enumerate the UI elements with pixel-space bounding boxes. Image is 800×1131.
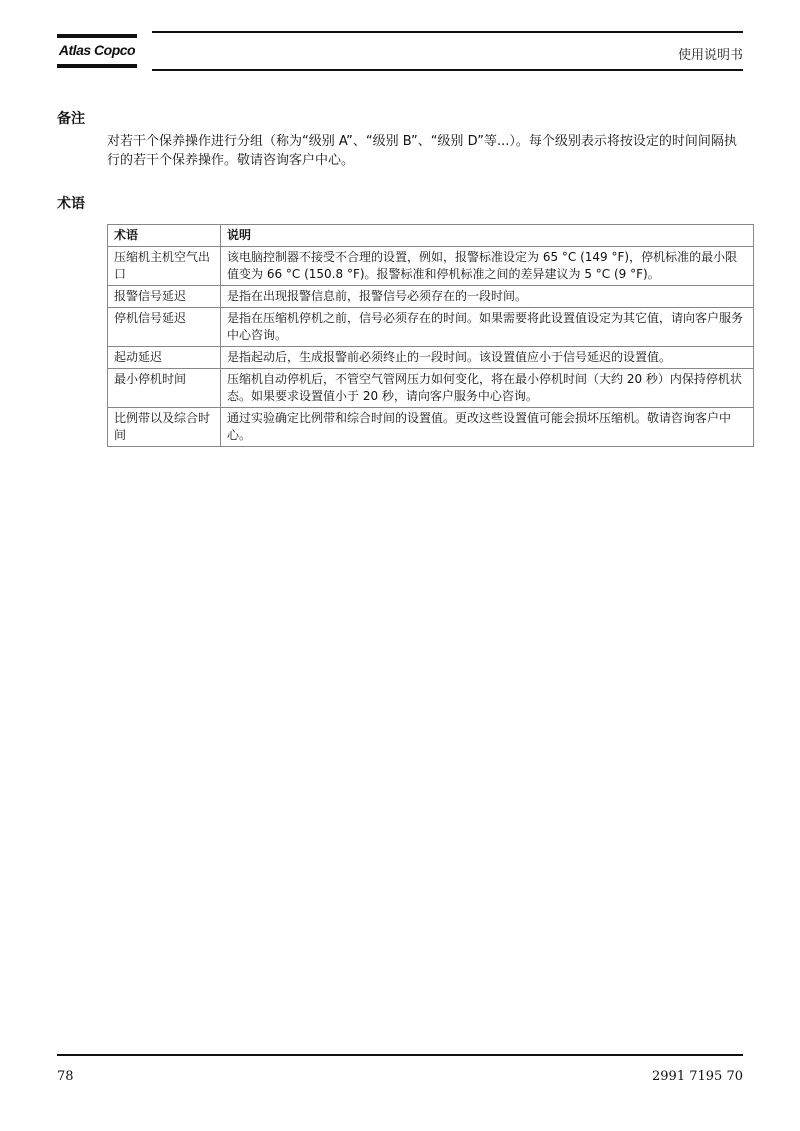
description-cell: 是指在压缩机停机之前，信号必须存在的时间。如果需要将此设置值设定为其它值，请向客户服务中心咨询。 bbox=[221, 308, 754, 347]
header-rule-top bbox=[152, 31, 743, 33]
description-cell: 该电脑控制器不接受不合理的设置，例如，报警标准设定为 65 °C (149 °F)，停机标准的最小限值变为 66 °C (150.8 °F)。报警标准和停机标准之间的差异建议为 5 °C (9 °F)。 bbox=[221, 247, 754, 286]
logo-bar-bottom bbox=[57, 64, 137, 68]
terms-table bbox=[107, 224, 754, 447]
page-number: 78 bbox=[57, 1069, 74, 1084]
term-cell: 压缩机主机空气出口 bbox=[108, 247, 221, 286]
header-title: 使用说明书 bbox=[677, 48, 743, 63]
term-cell: 报警信号延迟 bbox=[108, 286, 221, 308]
logo-text: Atlas Copco bbox=[58, 42, 136, 58]
document-number: 2991 7195 70 bbox=[652, 1069, 743, 1084]
description-cell: 是指起动后，生成报警前必须终止的一段时间。该设置值应小于信号延迟的设置值。 bbox=[221, 347, 754, 369]
note-body: 对若干个保养操作进行分组（称为“级别 A”、“级别 B”、“级别 D”等...）。每个级别表示将按设定的时间间隔执行的若干个保养操作。敬请咨询客户中心。 bbox=[107, 134, 737, 168]
term-cell: 比例带以及综合时间 bbox=[108, 408, 221, 447]
header-rule-bottom bbox=[152, 69, 743, 71]
atlas-copco-logo bbox=[57, 34, 137, 70]
terms-heading: 术语 bbox=[57, 196, 85, 212]
column-header-description: 说明 bbox=[221, 225, 754, 247]
table-row bbox=[108, 286, 754, 308]
description-cell: 是指在出现报警信息前，报警信号必须存在的一段时间。 bbox=[221, 286, 754, 308]
column-header-term: 术语 bbox=[108, 225, 221, 247]
term-cell: 起动延迟 bbox=[108, 347, 221, 369]
table-row bbox=[108, 369, 754, 408]
table-row bbox=[108, 308, 754, 347]
table-header-row bbox=[108, 225, 754, 247]
term-cell: 停机信号延迟 bbox=[108, 308, 221, 347]
footer-rule bbox=[57, 1054, 743, 1056]
description-cell: 通过实验确定比例带和综合时间的设置值。更改这些设置值可能会损坏压缩机。敬请咨询客户中心。 bbox=[221, 408, 754, 447]
description-cell: 压缩机自动停机后，不管空气管网压力如何变化，将在最小停机时间（大约 20 秒）内保持停机状态。如果要求设置值小于 20 秒，请向客户服务中心咨询。 bbox=[221, 369, 754, 408]
logo-bar-top bbox=[57, 34, 137, 38]
table-row bbox=[108, 408, 754, 447]
term-cell: 最小停机时间 bbox=[108, 369, 221, 408]
table-row bbox=[108, 247, 754, 286]
note-heading: 备注 bbox=[57, 111, 85, 127]
table-row bbox=[108, 347, 754, 369]
